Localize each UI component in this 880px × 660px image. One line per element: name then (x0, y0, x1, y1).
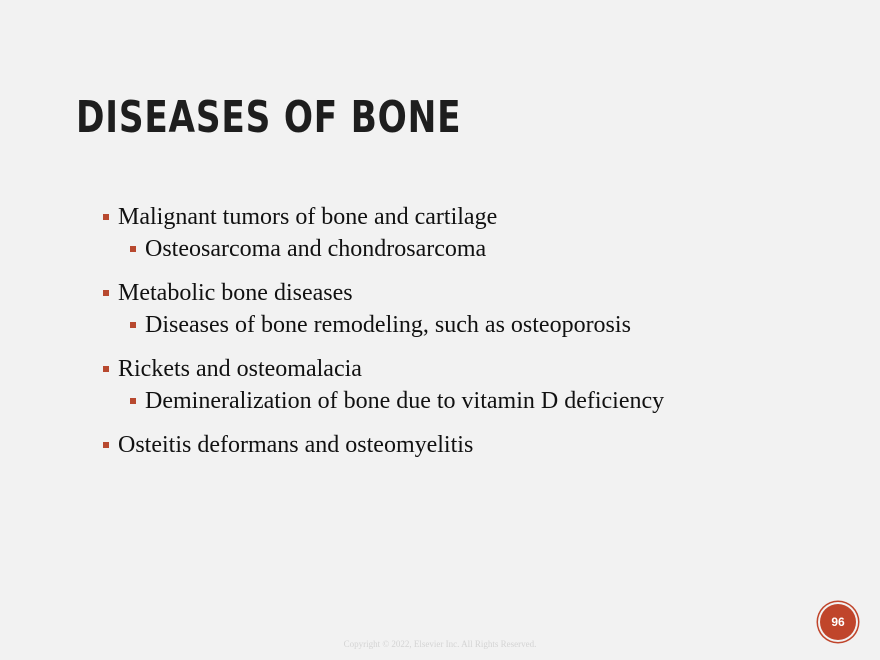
bullet-item (100, 428, 860, 462)
bullet-text: Malignant tumors of bone and cartilage (118, 204, 498, 230)
bullet-group (100, 276, 860, 342)
bullet-item (100, 352, 860, 386)
square-bullet-icon (103, 290, 109, 296)
slide-title: DISEASES OF BONE (76, 92, 462, 143)
bullet-text: Rickets and osteomalacia (118, 356, 362, 382)
square-bullet-icon (103, 366, 109, 372)
square-bullet-icon (103, 442, 109, 448)
page-number-badge: 96 (820, 604, 856, 640)
sub-bullet-item (100, 232, 860, 266)
sub-bullet-item (100, 384, 860, 418)
square-bullet-icon (103, 214, 109, 220)
sub-bullet-text: Demineralization of bone due to vitamin D deficiency (145, 388, 665, 414)
bullet-text: Osteitis deformans and osteomyelitis (118, 432, 474, 458)
bullet-group (100, 200, 860, 266)
sub-bullet-item (100, 308, 860, 342)
bullet-item (100, 200, 860, 234)
bullet-list (100, 200, 860, 472)
bullet-group (100, 428, 860, 462)
square-bullet-icon (130, 398, 136, 404)
sub-bullet-text: Diseases of bone remodeling, such as osteoporosis (145, 312, 631, 338)
square-bullet-icon (130, 246, 136, 252)
bullet-item (100, 276, 860, 310)
bullet-text: Metabolic bone diseases (118, 280, 353, 306)
sub-bullet-text: Osteosarcoma and chondrosarcoma (145, 236, 487, 262)
square-bullet-icon (130, 322, 136, 328)
copyright-footer: Copyright © 2022, Elsevier Inc. All Rights Reserved. (343, 639, 537, 649)
bullet-group (100, 352, 860, 418)
